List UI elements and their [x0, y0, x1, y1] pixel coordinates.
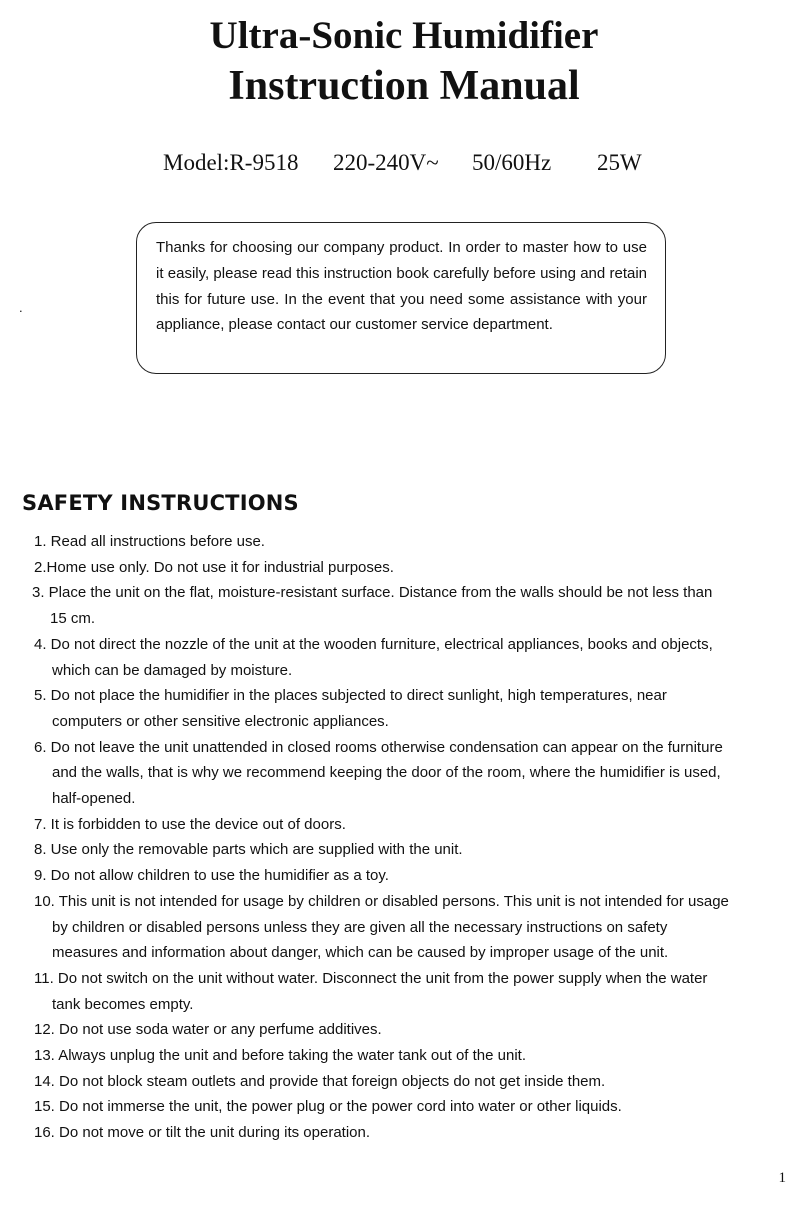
document-title: Ultra-Sonic Humidifier	[209, 14, 599, 57]
list-item-text: 6. Do not leave the unit unattended in closed rooms otherwise condensation can appear on the furniture	[34, 738, 723, 756]
list-item	[34, 1017, 794, 1043]
page-number: 1	[778, 1170, 786, 1186]
list-item-continuation: and the walls, that is why we recommend keeping the door of the room, where the humidifier is used,	[52, 764, 721, 782]
list-item-text: 7. It is forbidden to use the device out of doors.	[34, 815, 346, 833]
list-item	[34, 735, 794, 812]
list-item	[34, 1069, 794, 1095]
model-number: Model:R-9518	[163, 150, 299, 175]
list-item-text: 3. Place the unit on the flat, moisture-resistant surface. Distance from the walls should be not less than	[32, 584, 713, 602]
list-item-text: 14. Do not block steam outlets and provide that foreign objects do not get inside them.	[34, 1072, 606, 1090]
list-item-text: 2.Home use only. Do not use it for industrial purposes.	[34, 558, 394, 576]
list-item-continuation: measures and information about danger, which can be caused by improper usage of the unit.	[52, 944, 669, 962]
list-item-continuation: computers or other sensitive electronic appliances.	[52, 712, 389, 730]
power-rating: 25W	[597, 150, 642, 175]
list-item	[34, 632, 794, 683]
list-item-text: 8. Use only the removable parts which are supplied with the unit.	[34, 841, 463, 859]
list-item	[32, 580, 794, 631]
list-item-text: 13. Always unplug the unit and before taking the water tank out of the unit.	[34, 1047, 526, 1065]
list-item	[34, 1043, 794, 1069]
list-item-continuation: half-opened.	[52, 790, 136, 808]
list-item-text: 12. Do not use soda water or any perfume additives.	[34, 1021, 382, 1039]
list-item	[34, 1094, 794, 1120]
list-item	[34, 555, 794, 581]
document-subtitle: Instruction Manual	[228, 63, 580, 109]
list-item	[34, 966, 794, 1017]
list-item-text: 9. Do not allow children to use the humidifier as a toy.	[34, 867, 389, 885]
list-item	[34, 812, 794, 838]
list-item	[34, 863, 794, 889]
voltage-rating: 220-240V~	[333, 150, 439, 175]
list-item	[34, 529, 794, 555]
list-item-text: 1. Read all instructions before use.	[34, 533, 265, 550]
safety-instructions-list	[34, 529, 794, 1146]
list-item-text: 16. Do not move or tilt the unit during its operation.	[34, 1124, 371, 1142]
list-item-text: 15. Do not immerse the unit, the power plug or the power cord into water or other liquids.	[34, 1098, 622, 1116]
notice-text: Thanks for choosing our company product. In order to master how to use it easily, please read this instruction book carefully before using and retain this for future use. In the event that you need some assistance with your appliance, please contact our customer service department.	[156, 239, 647, 334]
list-item	[34, 683, 794, 734]
list-item-continuation: 15 cm.	[50, 610, 96, 628]
list-item	[34, 1120, 794, 1146]
list-item-text: 5. Do not place the humidifier in the places subjected to direct sunlight, high temperatures, near	[34, 687, 667, 705]
list-item-text: 10. This unit is not intended for usage by children or disabled persons. This unit is not intended for usage	[34, 892, 729, 910]
list-item	[34, 837, 794, 863]
section-heading-safety: SAFETY INSTRUCTIONS	[22, 491, 299, 515]
list-item-continuation: which can be damaged by moisture.	[52, 661, 293, 679]
frequency-rating: 50/60Hz	[472, 150, 552, 175]
list-item-continuation: by children or disabled persons unless they are given all the necessary instructions on safety	[52, 918, 668, 936]
stray-mark: .	[19, 300, 23, 315]
list-item-text: 11. Do not switch on the unit without water. Disconnect the unit from the power supply when the water	[34, 969, 708, 987]
notice-box	[136, 222, 666, 374]
list-item	[34, 889, 794, 966]
list-item-continuation: tank becomes empty.	[52, 995, 194, 1013]
list-item-text: 4. Do not direct the nozzle of the unit at the wooden furniture, electrical appliances, books and objects,	[34, 635, 713, 653]
